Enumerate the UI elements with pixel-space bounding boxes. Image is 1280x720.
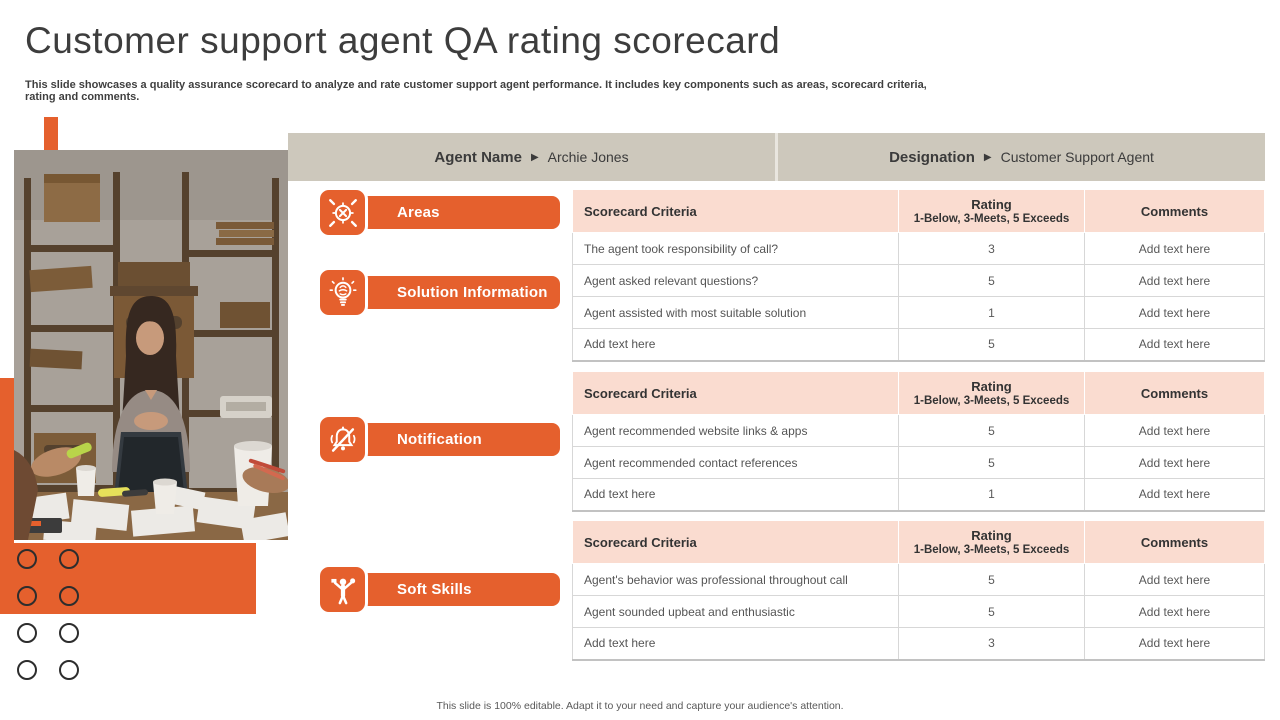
- criteria-cell: The agent took responsibility of call?: [573, 233, 899, 265]
- meeting-photo-scene: [14, 150, 288, 540]
- muted-bell-icon: [317, 414, 368, 465]
- decorative-circle: [59, 586, 79, 606]
- scorecard-table-soft-skills: [572, 520, 1265, 661]
- rating-header-scale: 1-Below, 3-Meets, 5 Exceeds: [913, 395, 1070, 407]
- comment-cell: Add text here: [1085, 329, 1265, 361]
- decorative-circle: [59, 660, 79, 680]
- target-arrows-icon: [317, 187, 368, 238]
- category-label-pill: Areas: [340, 196, 560, 229]
- scorecard-table-notification: [572, 371, 1265, 512]
- decorative-circle: [59, 549, 79, 569]
- decorative-circles: [17, 549, 79, 680]
- table-body: [573, 233, 1265, 361]
- comment-cell: Add text here: [1085, 596, 1265, 628]
- page-title: Customer support agent QA rating scorecard: [25, 20, 781, 61]
- rating-header: [899, 190, 1085, 233]
- comment-cell: Add text here: [1085, 564, 1265, 596]
- category-label-pill: Solution Information: [340, 276, 560, 309]
- decorative-circle: [59, 623, 79, 643]
- criteria-cell: Add text here: [573, 329, 899, 361]
- scorecard-table-areas: [572, 189, 1265, 362]
- rating-cell: 3: [899, 233, 1085, 265]
- designation-value: Customer Support Agent: [1000, 149, 1154, 165]
- criteria-cell: Agent assisted with most suitable solution: [573, 297, 899, 329]
- criteria-cell: Agent sounded upbeat and enthusiastic: [573, 596, 899, 628]
- category-areas: [317, 187, 560, 238]
- agent-info-bar: [288, 133, 1265, 181]
- agent-name-label: Agent Name: [434, 148, 522, 166]
- criteria-header: Scorecard Criteria: [573, 190, 899, 233]
- comments-header: Comments: [1085, 521, 1265, 564]
- rating-header: [899, 372, 1085, 415]
- person-cheering-icon: [317, 564, 368, 615]
- category-label-pill: Notification: [340, 423, 560, 456]
- decorative-circle: [17, 549, 37, 569]
- comment-cell: Add text here: [1085, 415, 1265, 447]
- comments-header: Comments: [1085, 190, 1265, 233]
- rating-cell: 5: [899, 265, 1085, 297]
- rating-cell: 5: [899, 564, 1085, 596]
- category-soft-skills: [317, 564, 560, 615]
- rating-header-scale: 1-Below, 3-Meets, 5 Exceeds: [913, 544, 1070, 556]
- criteria-cell: Agent recommended contact references: [573, 447, 899, 479]
- agent-name-value: Archie Jones: [547, 149, 629, 165]
- rating-cell: 1: [899, 479, 1085, 511]
- meeting-photo: [14, 150, 288, 540]
- table-row: [573, 447, 1265, 479]
- comment-cell: Add text here: [1085, 479, 1265, 511]
- rating-header: [899, 521, 1085, 564]
- criteria-cell: Agent recommended website links & apps: [573, 415, 899, 447]
- table-row: [573, 564, 1265, 596]
- slide-subtitle: This slide showcases a quality assurance scorecard to analyze and rate customer support agent performance. It includes key components such as areas, scorecard criteria, rating and comments.: [25, 79, 927, 103]
- arrow-right-icon: ▶: [983, 151, 992, 163]
- table-row: [573, 628, 1265, 660]
- table-header-row: [573, 521, 1265, 564]
- table-body: [573, 415, 1265, 511]
- table-row: [573, 297, 1265, 329]
- rating-cell: 5: [899, 596, 1085, 628]
- agent-name-cell: [288, 133, 775, 181]
- rating-cell: 1: [899, 297, 1085, 329]
- rating-cell: 5: [899, 329, 1085, 361]
- table-row: [573, 596, 1265, 628]
- idea-bulb-icon: [317, 267, 368, 318]
- rating-cell: 3: [899, 628, 1085, 660]
- criteria-cell: Agent asked relevant questions?: [573, 265, 899, 297]
- rating-header-title: Rating: [971, 528, 1012, 543]
- comment-cell: Add text here: [1085, 265, 1265, 297]
- criteria-header: Scorecard Criteria: [573, 521, 899, 564]
- criteria-cell: Add text here: [573, 479, 899, 511]
- comment-cell: Add text here: [1085, 297, 1265, 329]
- table-row: [573, 233, 1265, 265]
- table-row: [573, 329, 1265, 361]
- comment-cell: Add text here: [1085, 447, 1265, 479]
- rating-cell: 5: [899, 447, 1085, 479]
- rating-header-title: Rating: [971, 379, 1012, 394]
- footer-note: This slide is 100% editable. Adapt it to your need and capture your audience's attention.: [436, 700, 844, 712]
- criteria-header: Scorecard Criteria: [573, 372, 899, 415]
- category-notification: [317, 414, 560, 465]
- table-body: [573, 564, 1265, 660]
- decorative-circle: [17, 586, 37, 606]
- arrow-right-icon: ▶: [530, 151, 539, 163]
- rating-cell: 5: [899, 415, 1085, 447]
- table-row: [573, 479, 1265, 511]
- table-header-row: [573, 190, 1265, 233]
- designation-cell: [778, 133, 1265, 181]
- criteria-cell: Add text here: [573, 628, 899, 660]
- designation-label: Designation: [889, 148, 975, 166]
- table-row: [573, 265, 1265, 297]
- table-row: [573, 415, 1265, 447]
- category-solution-information: [317, 267, 560, 318]
- rating-header-scale: 1-Below, 3-Meets, 5 Exceeds: [913, 213, 1070, 225]
- category-label-pill: Soft Skills: [340, 573, 560, 606]
- criteria-cell: Agent's behavior was professional throughout call: [573, 564, 899, 596]
- table-header-row: [573, 372, 1265, 415]
- rating-header-title: Rating: [971, 197, 1012, 212]
- comment-cell: Add text here: [1085, 628, 1265, 660]
- decorative-circle: [17, 660, 37, 680]
- comments-header: Comments: [1085, 372, 1265, 415]
- decorative-circle: [17, 623, 37, 643]
- comment-cell: Add text here: [1085, 233, 1265, 265]
